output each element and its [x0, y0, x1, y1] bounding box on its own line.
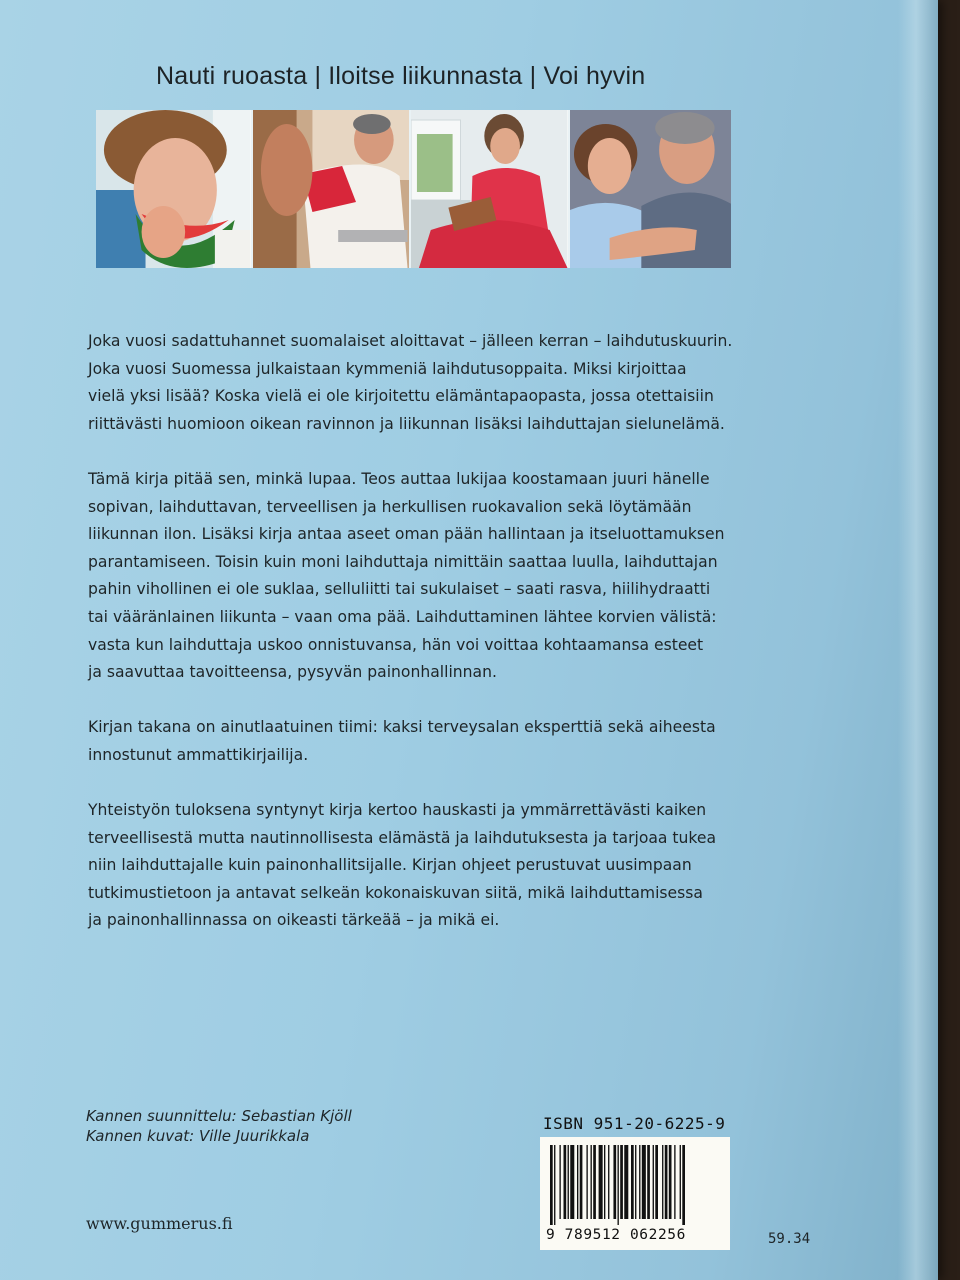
photo-woman-watermelon [96, 110, 251, 268]
barcode-bars [550, 1145, 720, 1225]
price-code: 59.34 [768, 1231, 811, 1247]
barcode-bar [570, 1145, 574, 1219]
text-line: riittävästi huomioon oikean ravinnon ja liikunnan lisäksi laihduttajan sielunelämä. [88, 414, 725, 433]
cover-page-edge [898, 0, 938, 1280]
barcode-bar [642, 1145, 646, 1219]
text-line: Joka vuosi sadattuhannet suomalaiset aloittavat – jälleen kerran – laihdutuskuurin. [88, 332, 733, 350]
barcode-bar [674, 1145, 675, 1219]
barcode [540, 1137, 730, 1250]
publisher-website: www.gummerus.fi [86, 1214, 233, 1233]
barcode-bar [586, 1145, 587, 1219]
text-line: parantamiseen. Toisin kuin moni laihduttaja nimittäin saattaa luulla, laihduttajan [88, 552, 718, 571]
text-line: terveellisestä mutta nautinnollisesta elämästä ja laihdutuksesta ja tarjoaa tukea [88, 828, 717, 847]
text-line: innostunut ammattikirjailija. [88, 745, 309, 764]
barcode-bar [564, 1145, 567, 1219]
blurb-paragraph-4 [88, 797, 752, 935]
blurb-text [88, 328, 752, 963]
photo-man-measuring-waist [251, 110, 410, 268]
text-line: ja painonhallinnassa on oikeasti tärkeää – ja mikä ei. [88, 911, 500, 930]
barcode-bar [618, 1145, 619, 1225]
barcode-bar [655, 1145, 658, 1219]
text-line: niin laihduttajalle kuin painonhallitsijalle. Kirjan ohjeet perustuvat uusimpaan [88, 856, 692, 875]
text-line: tai vääränlainen liikunta – vaan oma pää. Laihduttaminen lähtee korvien välistä: [88, 607, 717, 626]
text-line: Tämä kirja pitää sen, minkä lupaa. Teos auttaa lukijaa koostamaan juuri hänelle [88, 469, 710, 488]
barcode-bar [608, 1145, 609, 1219]
barcode-bar [647, 1145, 650, 1219]
barcode-bar [593, 1145, 596, 1219]
barcode-bar [620, 1145, 623, 1219]
photo-couple-smiling [568, 110, 731, 268]
barcode-bar [580, 1145, 583, 1219]
text-line: ja saavuttaa tavoitteensa, pysyvän painonhallinnan. [88, 663, 497, 682]
barcode-bar [599, 1145, 603, 1219]
barcode-bar [682, 1145, 685, 1225]
text-line: Joka vuosi Suomessa julkaistaan kymmeniä laihdutusoppaita. Miksi kirjoittaa [88, 359, 687, 378]
isbn-label: ISBN 951-20-6225-9 [543, 1114, 726, 1133]
barcode-bar [550, 1145, 553, 1225]
barcode-bar [665, 1145, 668, 1219]
barcode-bar [554, 1145, 555, 1225]
barcode-bar [604, 1145, 605, 1219]
barcode-bar [624, 1145, 628, 1219]
barcode-bar [669, 1145, 672, 1219]
cover-design-credit: Kannen suunnittelu: Sebastian Kjöll [86, 1107, 352, 1125]
barcode-bar [680, 1145, 681, 1219]
barcode-digits: 9 789512 062256 [546, 1227, 686, 1243]
text-line: Kirjan takana on ainutlaatuinen tiimi: kaksi terveysalan eksperttiä sekä aiheesta [88, 718, 716, 737]
blurb-paragraph-3 [88, 714, 752, 769]
barcode-bar [653, 1145, 654, 1219]
barcode-bar [635, 1145, 636, 1219]
barcode-bar [568, 1145, 569, 1219]
barcode-bar [591, 1145, 592, 1219]
text-line: tutkimustietoon ja antavat selkeän kokonaiskuvan siitä, mikä laihduttamisessa [88, 883, 703, 902]
barcode-bar [662, 1145, 663, 1219]
photo-woman-reading [409, 110, 568, 268]
blurb-paragraph-1 [88, 328, 752, 438]
text-line: vielä yksi lisää? Koska vielä ei ole kirjoitettu elämäntapaopasta, jossa otettaisiin [88, 387, 714, 406]
text-line: sopivan, laihduttavan, terveellisen ja herkullisen ruokavalion sekä löytämään [88, 497, 692, 516]
text-line: liikunnan ilon. Lisäksi kirja antaa aseet oman pään hallintaan ja itseluottamuksen [88, 525, 725, 544]
cover-photos-credit: Kannen kuvat: Ville Juurikkala [86, 1127, 310, 1145]
text-line: pahin vihollinen ei ole suklaa, selluliitti tai sukulaiset – saati rasva, hiilihydraatti [88, 580, 711, 599]
text-line: vasta kun laihduttaja uskoo onnistuvansa, hän voi voittaa kohtaamansa esteet [88, 635, 704, 654]
barcode-bar [639, 1145, 640, 1219]
barcode-bar [559, 1145, 560, 1219]
barcode-bar [613, 1145, 616, 1219]
blurb-paragraph-2 [88, 466, 752, 687]
barcode-bar [631, 1145, 634, 1219]
barcode-bar [577, 1145, 578, 1219]
text-line: Yhteistyön tuloksena syntynyt kirja kertoo hauskasti ja ymmärrettävästi kaiken [88, 801, 707, 820]
cover-tagline: Nauti ruoasta | Iloitse liikunnasta | Voi hyvin [156, 62, 646, 90]
cover-credits [86, 1106, 352, 1146]
photo-strip [96, 110, 731, 268]
